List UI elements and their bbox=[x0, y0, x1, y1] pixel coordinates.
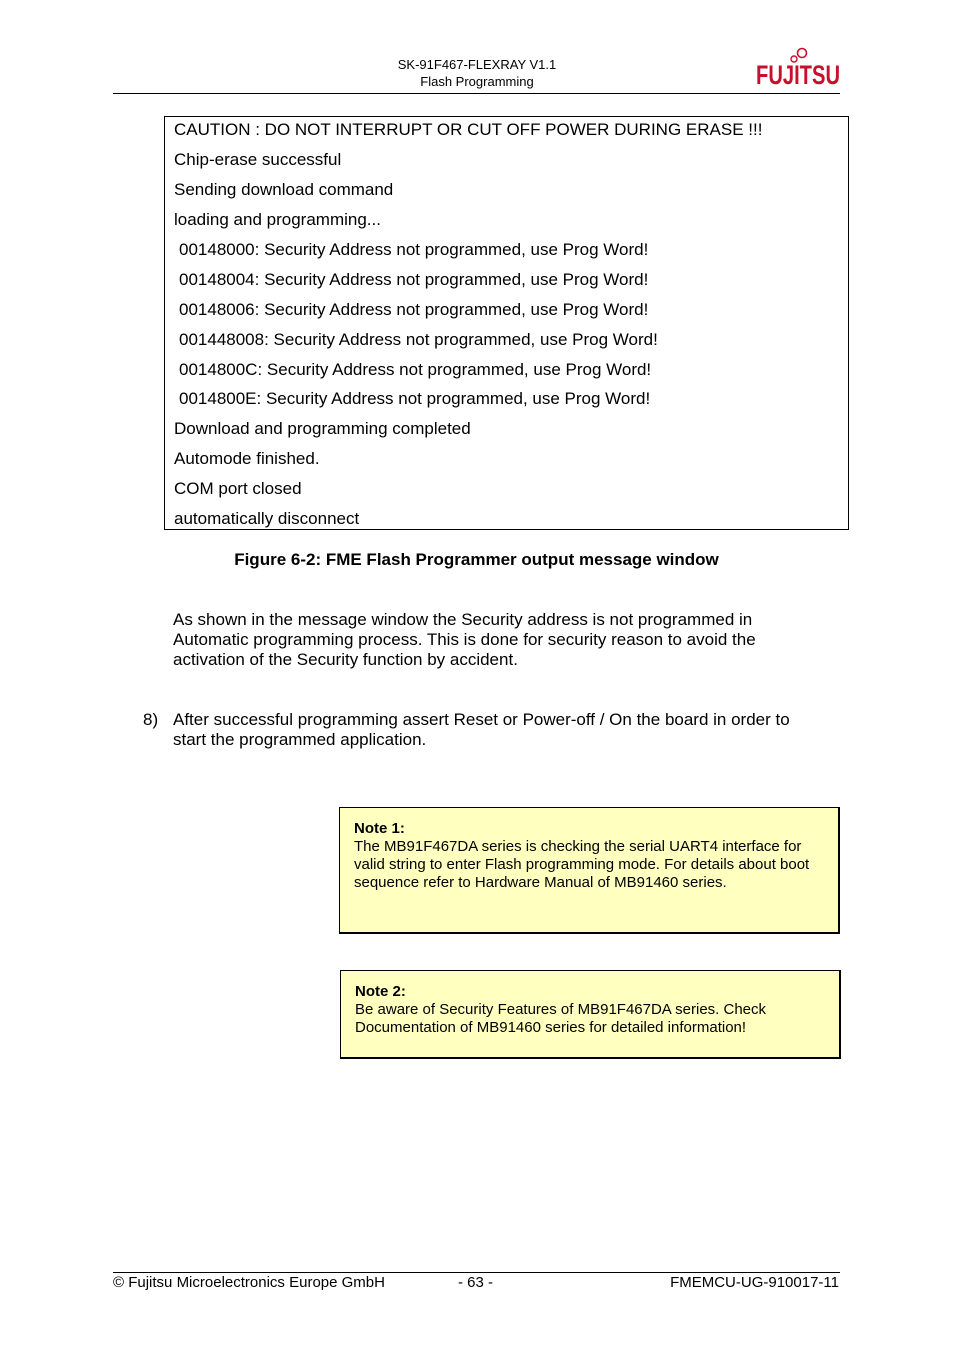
section-title: Flash Programming bbox=[420, 74, 534, 89]
page-number: - 63 - bbox=[458, 1274, 494, 1291]
message-line: Download and programming completed bbox=[174, 419, 471, 438]
document-title: SK-91F467-FLEXRAY V1.1 bbox=[397, 57, 557, 72]
body-paragraph: As shown in the message window the Security address is not programmed in Automatic programming process. This is done for security reason to avoid the activation of the Security function by accident. bbox=[173, 610, 756, 669]
message-line: 0014800C: Security Address not programmed, use Prog Word! bbox=[179, 360, 652, 379]
message-line: automatically disconnect bbox=[174, 509, 360, 528]
note-body: Be aware of Security Features of MB91F467DA series. Check Documentation of MB91460 series for detailed information! bbox=[355, 1001, 767, 1036]
message-line: loading and programming... bbox=[174, 210, 381, 229]
footer-copyright: © Fujitsu Microelectronics Europe GmbH bbox=[113, 1274, 385, 1291]
message-line: 00148004: Security Address not programmed, use Prog Word! bbox=[179, 270, 649, 289]
step-text: After successful programming assert Reset or Power-off / On the board in order to start the programmed application. bbox=[173, 710, 790, 749]
message-line: COM port closed bbox=[174, 479, 302, 498]
fujitsu-logo bbox=[752, 44, 844, 92]
note-title: Note 2: bbox=[355, 983, 406, 1000]
footer-doc-id: FMEMCU-UG-910017-11 bbox=[670, 1274, 839, 1291]
message-line: Automode finished. bbox=[174, 449, 320, 468]
message-line: 00148006: Security Address not programmed, use Prog Word! bbox=[179, 300, 649, 319]
message-line: CAUTION : DO NOT INTERRUPT OR CUT OFF POWER DURING ERASE !!! bbox=[174, 120, 763, 139]
note-title: Note 1: bbox=[354, 820, 405, 837]
note-body: The MB91F467DA series is checking the serial UART4 interface for valid string to enter Flash programming mode. For details about boot sequence refer to Hardware Manual of MB91460 series. bbox=[354, 838, 810, 891]
figure-caption: Figure 6-2: FME Flash Programmer output message window bbox=[234, 550, 719, 569]
message-line: 0014800E: Security Address not programmed, use Prog Word! bbox=[179, 389, 651, 408]
message-line: 001448008: Security Address not programmed, use Prog Word! bbox=[179, 330, 658, 349]
svg-text:FUJITSU: FUJITSU bbox=[756, 60, 840, 90]
output-message-window bbox=[164, 116, 849, 530]
step-number: 8) bbox=[143, 710, 159, 729]
message-line: Chip-erase successful bbox=[174, 150, 342, 169]
note-box bbox=[339, 807, 840, 934]
footer-rule bbox=[113, 1272, 840, 1273]
message-line: Sending download command bbox=[174, 180, 394, 199]
note-box bbox=[340, 970, 841, 1059]
header-rule bbox=[113, 93, 840, 94]
message-line: 00148000: Security Address not programmed, use Prog Word! bbox=[179, 240, 649, 259]
